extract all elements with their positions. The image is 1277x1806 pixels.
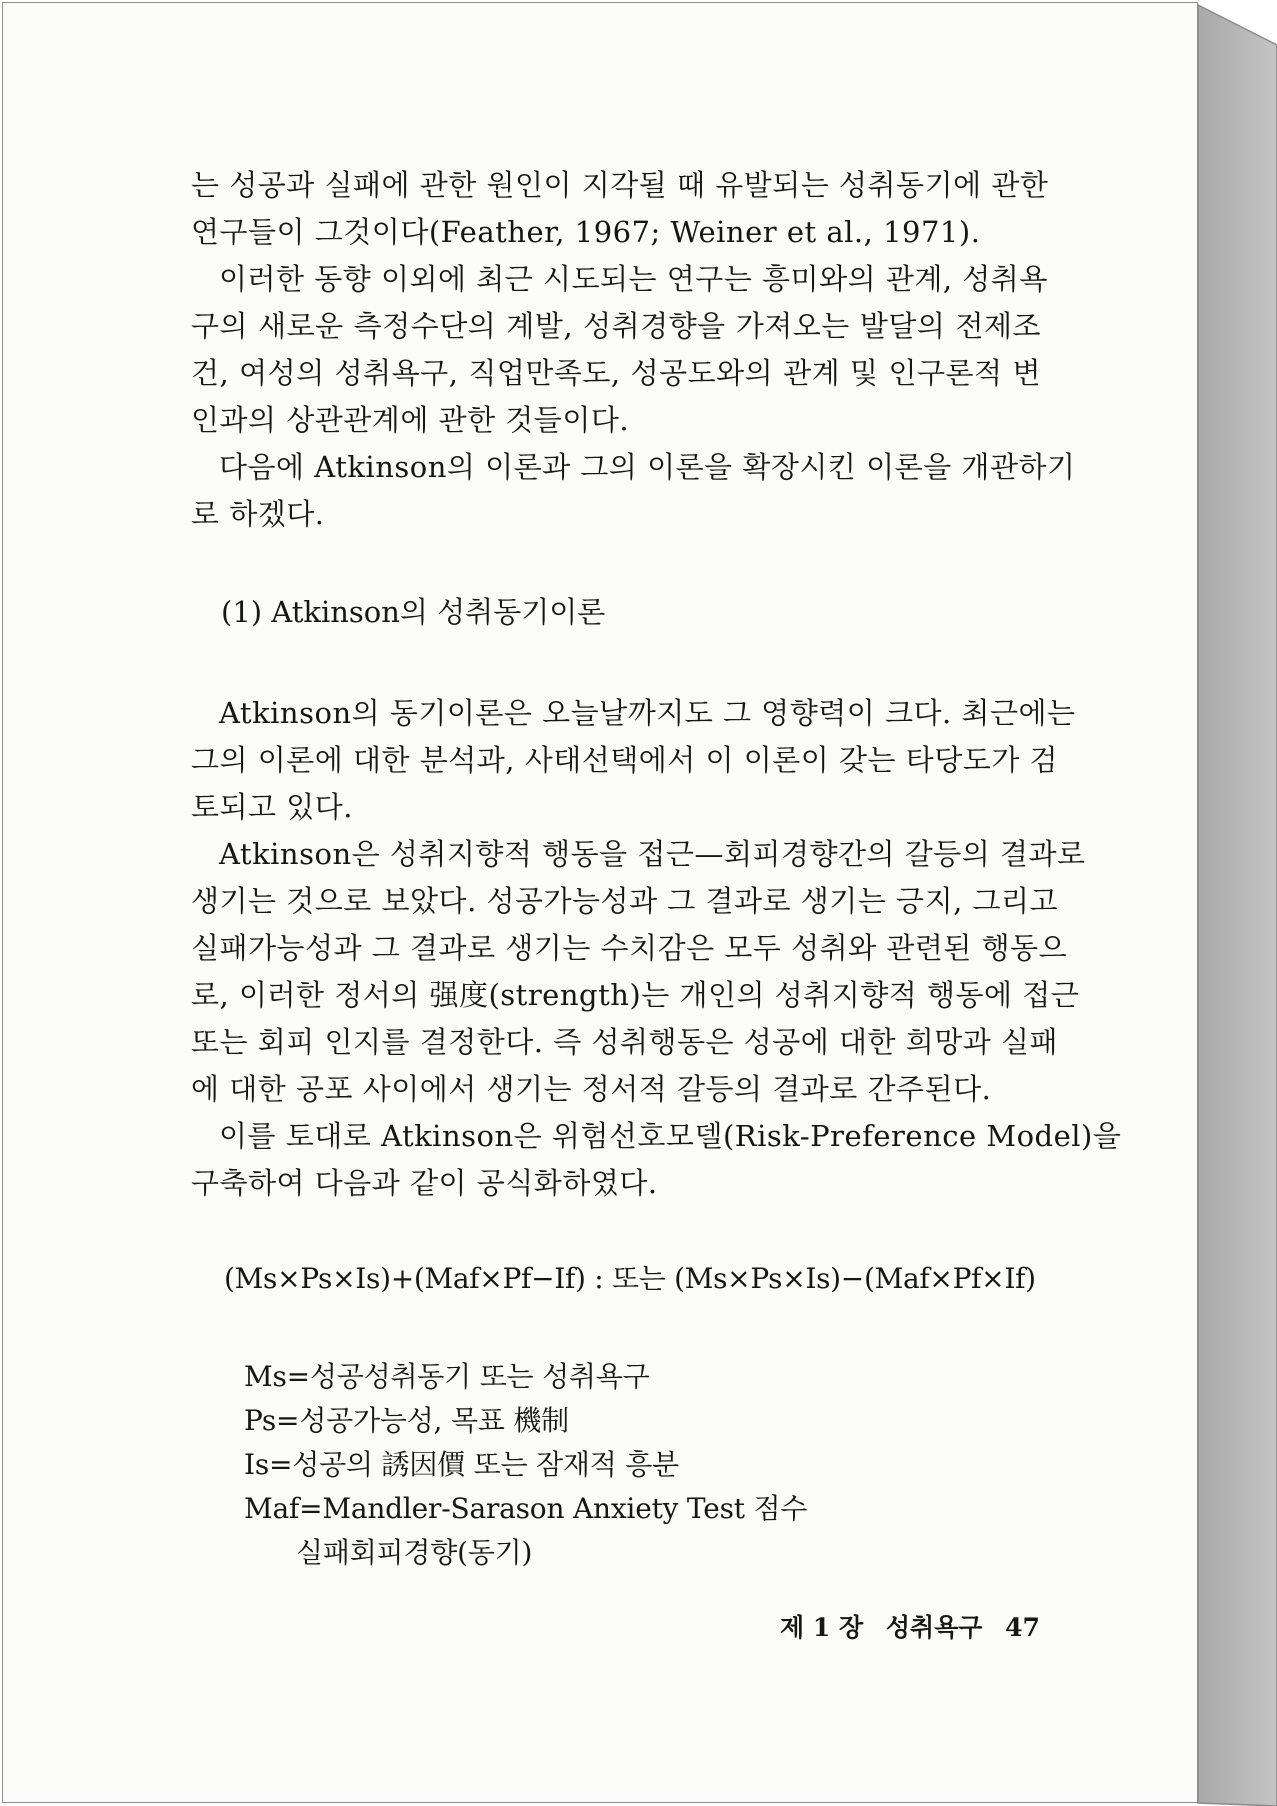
chapter-label: 제 1 장 (780, 1613, 864, 1642)
text-line: 연구들이 그것이다(Feather, 1967; Weiner et al., 1971). (191, 215, 981, 249)
paragraph-block-1 (191, 162, 1076, 538)
formula: (Ms×Ps×Is)+(Maf×Pf−If) : 또는 (Ms×Ps×Is)−(Maf×Pf×If) (224, 1262, 1036, 1295)
chapter-title: 성취욕구 (885, 1613, 983, 1642)
text-line: 토되고 있다. (191, 790, 354, 824)
definition-item: Is=성공의 誘因價 또는 잠재적 흥분 (244, 1448, 679, 1481)
text-line: 로 하겠다. (191, 497, 325, 531)
running-footer (780, 1608, 1040, 1644)
text-line: 인과의 상관관계에 관한 것들이다. (191, 403, 630, 437)
text-line: 로, 이러한 정서의 强度(strength)는 개인의 성취지향적 행동에 접근 (191, 978, 1080, 1012)
text-line: Atkinson의 동기이론은 오늘날까지도 그 영향력이 크다. 최근에는 (219, 696, 1076, 730)
section-heading: (1) Atkinson의 성취동기이론 (221, 595, 606, 629)
text-line: 는 성공과 실패에 관한 원인이 지각될 때 유발되는 성취동기에 관한 (191, 168, 1049, 202)
definition-item: 실패회피경향(동기) (296, 1536, 533, 1569)
definition-item: Ms=성공성취동기 또는 성취욕구 (244, 1360, 650, 1393)
text-line: 다음에 Atkinson의 이론과 그의 이론을 확장시킨 이론을 개관하기 (219, 450, 1076, 484)
text-line: 이를 토대로 Atkinson은 위험선호모델(Risk-Preference Model)을 (219, 1119, 1122, 1153)
page-number: 47 (1005, 1613, 1040, 1642)
text-line: 에 대한 공포 사이에서 생기는 정서적 갈등의 결과로 간주된다. (191, 1072, 992, 1106)
definition-list (244, 1355, 807, 1575)
text-line: 건, 여성의 성취욕구, 직업만족도, 성공도와의 관계 및 인구론적 변 (191, 356, 1041, 390)
text-line: 구의 새로운 측정수단의 계발, 성취경향을 가져오는 발달의 전제조 (191, 309, 1041, 343)
definition-item: Ps=성공가능성, 목표 機制 (244, 1404, 569, 1437)
text-line: 실패가능성과 그 결과로 생기는 수치감은 모두 성취와 관련된 행동으 (191, 931, 1068, 965)
text-line: 그의 이론에 대한 분석과, 사태선택에서 이 이론이 갖는 타당도가 검 (191, 743, 1059, 777)
definition-item: Maf=Mandler-Sarason Anxiety Test 점수 (244, 1492, 808, 1525)
text-line: 구축하여 다음과 같이 공식화하였다. (191, 1166, 658, 1200)
paragraph-block-2 (191, 690, 1122, 1207)
text-line: 생기는 것으로 보았다. 성공가능성과 그 결과로 생기는 긍지, 그리고 (191, 884, 1059, 918)
text-line: Atkinson은 성취지향적 행동을 접근—회피경향간의 갈등의 결과로 (219, 837, 1086, 871)
text-line: 또는 회피 인지를 결정한다. 즉 성취행동은 성공에 대한 희망과 실패 (191, 1025, 1059, 1059)
text-line: 이러한 동향 이외에 최근 시도되는 연구는 흥미와의 관계, 성취욕 (219, 262, 1048, 296)
